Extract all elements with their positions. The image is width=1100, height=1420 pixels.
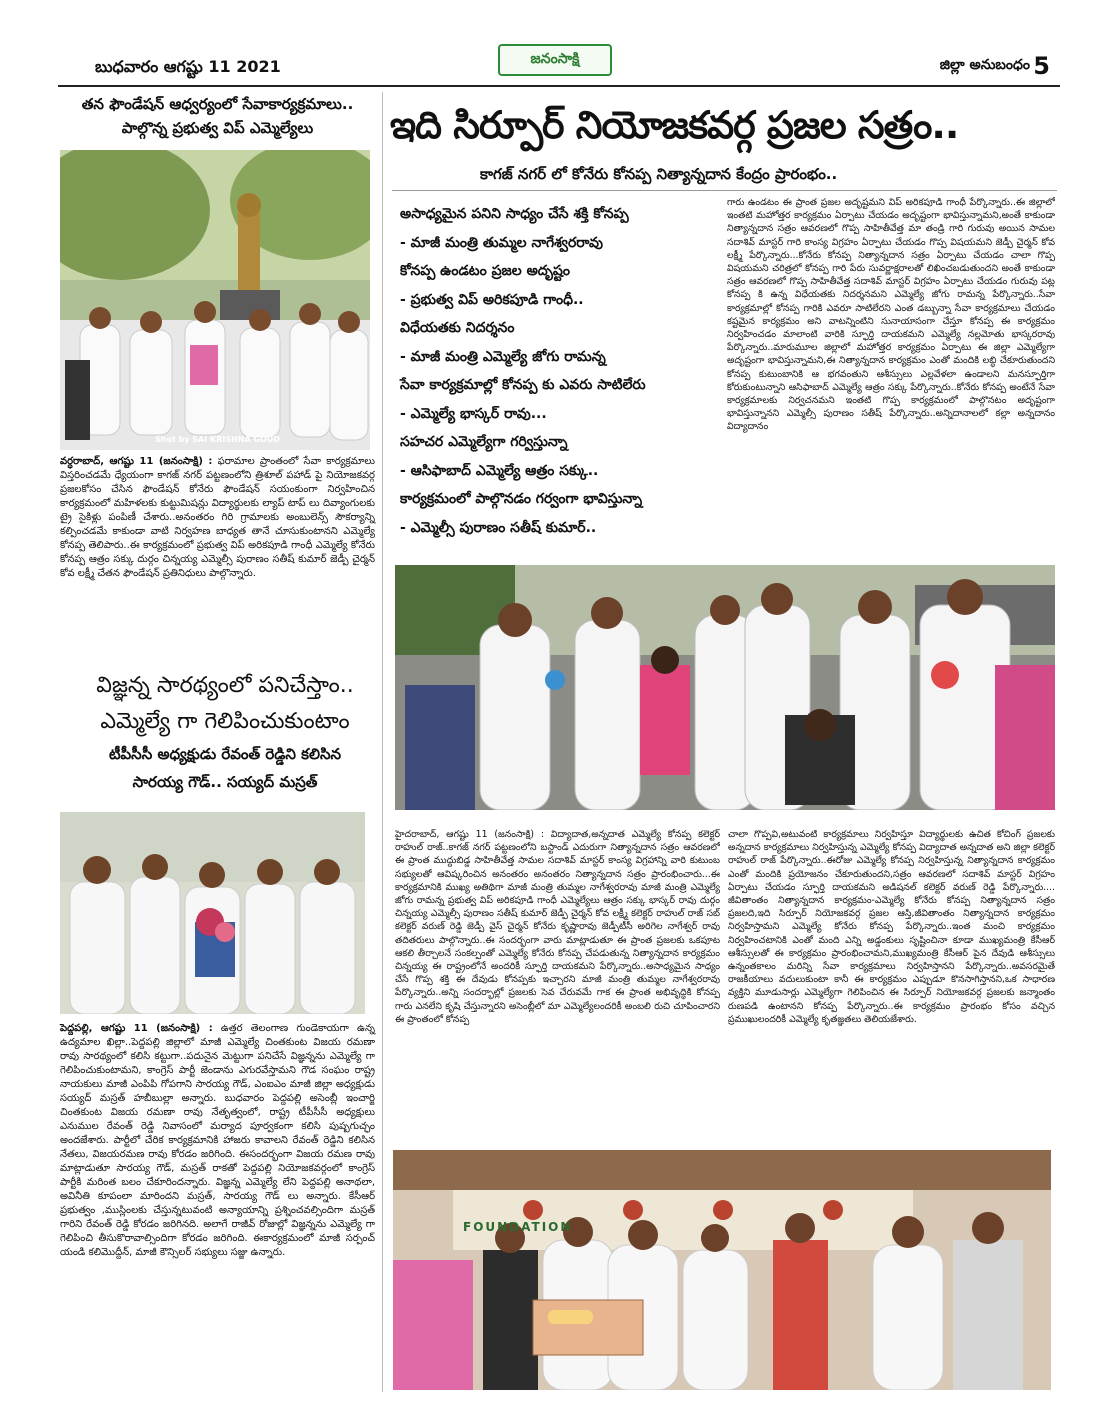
story2-photo bbox=[60, 812, 365, 1014]
column-divider bbox=[382, 92, 383, 1392]
story1-photo bbox=[60, 150, 370, 450]
main-story-column-middle-right: చాలా గొప్పవి,అటువంటి కార్యక్రమాలు నిర్వహిస్తూ విద్యార్థులకు ఉచిత కోచింగ్ ప్రజలకు అన్నదాన కార్యక్రమాలు నిర్వహిస్తున్న ఎమ్మెల్యే కోనప్ప విద్యాదాత అన్నదాత అని జిల్లా కలెక్టర్ రాహుల్ రాజ్ పేర్కొన్నారు..ఈరోజు ఎమ్మెల్యే కోనప్ప నిర్వహిస్తున్న నిత్యాన్నదాన కార్యక్రమం ఎంతో మందికి ప్రయోజనం చేకూరుతుందని,సత్రం ఆవరణలో సదాశివ్ మాస్టర్ విగ్రహం ఏర్పాటు చేయడం స్ఫూర్తి దాయకమని అడిషనల్ కలెక్టర్ వరుణ్ రెడ్డి పేర్కొన్నారు.... జీవితాంతం నిత్యాన్నదాన కార్యక్రమం-ఎమ్మెల్యే కోనేరు కోనప్ప నిత్యాన్నదాన సత్రం ప్రజలది,ఇది సిర్పూర్ నియోజకవర్గ ప్రజల ఆస్తి,జీవితాంతం నిత్యాన్నదాన కార్యక్రమం నిర్వహిస్తామని ఎమ్మెల్యే కోనేరు కోనప్ప పేర్కొన్నారు..ఇంత మంచి కార్యక్రమం నిర్వహించటానికి ఎంతో మంది ఎన్ని అడ్డంకులు సృష్టించినా కూడా ముఖ్యమంత్రి కేసీఆర్ ఆశీస్సులతో ఈ కార్యక్రమం ప్రారంభించామని,ముఖ్యమంత్రి కేసీఆర్ పైన దేవుడి ఆశీస్సులు ఉన్నంతకాలం మరిన్ని సేవా కార్యక్రమాలు నిర్వహిస్తానని పేర్కొన్నారు..అవసరమైతే రాజకీయాలు వదులుకుంటా కానీ ఈ కార్యక్రమం ఎప్పుడూ కొనసాగిస్తానని,ఒక సాధారణ వ్యక్తిని మూడుసార్లు ఎమ్మెల్యేగా గెలిపించిన ఈ సిర్పూర్ నియోజకవర్గ ప్రజలకు జన్మాంతం రుణపడి ఉంటానని కోనప్ప పేర్కొన్నారు..ఈ కార్యక్రమం ప్రారంభం కోసం వచ్చిన ప్రముఖులందరికీ ఎమ్మెల్యే కృతజ్ఞతలు తెలియజేశారు. bbox=[728, 829, 1055, 1025]
bullet-item: - ఆసిఫాబాద్ ఎమ్మెల్యే ఆత్రం సక్కు.. bbox=[400, 462, 599, 479]
header-rule bbox=[58, 85, 1060, 87]
quote-bullets bbox=[400, 200, 720, 542]
main-headline: ఇది సిర్పూర్ నియోజకవర్గ ప్రజల సత్రం.. bbox=[390, 103, 959, 147]
bullet-item: కోనప్ప ఉండటం ప్రజల అదృష్టం bbox=[400, 263, 570, 279]
masthead-logo: జనంసాక్షి bbox=[498, 44, 612, 76]
issue-date: బుధవారం ఆగష్టు 11 2021 bbox=[95, 57, 281, 76]
bullet-item: అసాధ్యమైన పనిని సాధ్యం చేసే శక్తి కోనప్ప bbox=[400, 206, 629, 222]
bullet-item: సహచర ఎమ్మెల్యేగా గర్విస్తున్నా bbox=[400, 434, 568, 450]
main-story-column-top: గారు ఉండటం ఈ ప్రాంత ప్రజల అదృష్టమని విప్ అరికపూడి గాంధీ పేర్కొన్నారు..ఈ జిల్లాలో ఇంతటి మహోత్తర కార్యక్రమం ఏర్పాటు చేయడం అదృష్టంగా భావిస్తున్నామని,అంతే కాకుండా నిత్యాన్నదాన సత్రం ఆవరణలో గొప్ప సాహితీవేత్త మా తండ్రి గారి గురువు అయిన సామల సదాశివ్ మాస్టర్ గారి కాంస్య విగ్రహం ఏర్పాటు చేయడం గొప్ప విషయమని జెడ్పీ చైర్మన్ కోవ లక్ష్మీ పేర్కొన్నారు...కోనేరు కోనప్ప నిత్యాన్నదాన సత్రం ఏర్పాటు చేయడం చాలా గొప్ప విషయమని చరిత్రలో కోనప్ప గారి పేరు సువర్ణాక్షరాలతో లిఖించబడుతుందని అంతే కాకుండా సత్రం ఆవరణలో గొప్ప సాహితీవేత్త సదాశివ్ మాస్టర్ విగ్రహం ఏర్పాటు చేయడం గురువు పట్ల కోనప్ప కి ఉన్న విధేయతకు నిదర్శనమని ఎమ్మెల్యే జోగు రామన్న పేర్కొన్నారు..సేవా కార్యక్రమాల్లో కోనప్ప గారికి ఎవరూ సాటిలేరని ఎంత డబ్బున్నా సేవా కార్యక్రమాలు చేయడం కష్టమైన కార్యక్రమం అని వాటన్నింటిని సునాయాసంగా చేస్తూ కోనప్ప ఈ కార్యక్రమం నిర్వహించడం మాలాంటి వారికి స్ఫూర్తి దాయకమని ఎమ్మెల్యే నల్లమోతు భాస్కరరావు పేర్కొన్నారు..మారుమూల జిల్లాలో మహోత్తర కార్యక్రమం ఏర్పాటు ఈ జిల్లా ఎమ్మెల్యేగా అదృష్టంగా భావిస్తున్నామని,ఈ నిత్యాన్నదాన కార్యక్రమం ఎంతో మందికి లబ్ధి చేకూరుతుందని కోనప్ప కుటుంబానికి ఆ భగవంతుని ఆశీస్సులు ఎల్లవేళలా ఉండాలని మనస్ఫూర్తిగా కోరుకుంటున్నాని ఆసిఫాబాద్ ఎమ్మెల్యే ఆత్రం సక్కు పేర్కొన్నారు..కోనేరు కోనప్ప అంటేనే సేవా కార్యక్రమాలకు నిర్వచనమని ఇంతటి గొప్ప కార్యక్రమంలో పాల్గొనటం అదృష్టంగా భావిస్తున్నానని ఎమ్మెల్సీ పురాణం సతీష్ పేర్కొన్నారు..అన్నిదానాలలో కల్లా అన్నదానం విద్యాదానం bbox=[727, 197, 1055, 433]
section-name: జిల్లా అనుబంధం bbox=[939, 57, 1030, 73]
bullet-item: కార్యక్రమంలో పాల్గొనడం గర్వంగా భావిస్తున్నా bbox=[400, 491, 643, 507]
story2-headline: విజ్ఞన్న సారథ్యంలో పనిచేస్తాం.. ఎమ్మెల్యే గా గెలిపించుకుంటాం టీపీసీసీ అధ్యక్షుడు రేవంత్ రెడ్డిని కలిసిన సారయ్య గౌడ్.. సయ్యద్ మస్రత్ bbox=[96, 673, 354, 791]
main-story-column-middle-left: హైదరాబాద్, ఆగష్టు 11 (జనంసాక్షి) : విద్యాదాత,అన్నదాత ఎమ్మెల్యే కోనప్ప కలెక్టర్ రాహుల్ రాజ్..కాగజ్ నగర్ పట్టణంలోని బస్టాండ్ ఎదురుగా నిత్యాన్నదాన సత్రం ఆవరణలో ఈ ప్రాంత ముద్దుబిడ్డ సాహితీవేత్త సామల సదాశివ్ మాస్టర్ కాంస్య విగ్రహాన్ని వారి కుటుంబ సభ్యులతో ఆవిష్కరించిన అనంతరం అనంతరం నిత్యాన్నదాన సత్రం ప్రారంభించారు...ఈ కార్యక్రమానికి ముఖ్య అతిథిగా మాజీ మంత్రి తుమ్మల నాగేశ్వరరావు మాజీ మంత్రి ఎమ్మెల్యే జోగు రామన్న ప్రభుత్వ విప్ అరికపూడి గాంధీ ఎమ్మెల్యేలు ఆత్రం సక్కు భాస్కర్ రావు దుర్గం చిన్నయ్య ఎమ్మెల్సీ పురాణం సతీష్ కుమార్ జెడ్పీ చైర్మన్ కోవ లక్ష్మీ కలెక్టర్ రాహుల్ రాజ్ సబ్ కలెక్టర్ వరుణ్ రెడ్డి జెడ్పీ వైస్ చైర్మన్ కోనేరు కృష్ణారావు జెడ్పీటీసీ అరిగెల నాగేశ్వర్ రావు తదితరులు పాల్గొన్నారు..ఈ సందర్భంగా వారు మాట్లాడుతూ ఈ ప్రాంత ప్రజలకు ఒకపూట ఆకలి తీర్చాలనే సంకల్పంతో ఎమ్మెల్యే కోనేరు కోనప్ప చేపడుతున్న నిత్యాన్నదాన కార్యక్రమం చిన్నయ్య ఈ రాష్ట్రంలోనే అందరికీ స్ఫూర్తి దాయకమని పేర్కొన్నారు..అసాధ్యమైన సాధ్యం చేసే గొప్ప శక్తి ఈ దేవుడు కోనప్పకు ఇచ్చారని మాజీ మంత్రి తుమ్మల నాగేశ్వరరావు పేర్కొన్నారు..అన్ని సందర్భాల్లో ప్రజలకు సెవ చేరువమే గాక ఈ ప్రాంత అభివృద్ధికి కోనప్ప గారు ఎనలేని కృషి చేస్తున్నారని అసెంబ్లీలో మా ఎమ్మెల్యేలందరికీ అంబలి రుచి చూపించారని ఈ ప్రాంతంలో కోనప్ప bbox=[395, 829, 720, 1025]
story2-dateline: పెద్దపల్లి, ఆగష్టు 11 (జనంసాక్షి) : bbox=[60, 1023, 213, 1034]
bullet-item: విధేయతకు నిదర్శనం bbox=[400, 320, 515, 336]
page-number: 5 bbox=[1033, 52, 1050, 80]
story1-text: ఫరామాల ప్రాంతంలో సేవా కార్యక్రమాలు విస్తరించడమే ధ్యేయంగా కాగజ్ నగర్ పట్టణంలోని త్రిశూల్ పహాడ్ పై నియోజకవర్గ ప్రజలకోసం చేసిన ఫౌండేషన్ కోనేరు ఫౌండేషన్ సయంకుంగా నిర్వహించిన కార్యక్రమంలో మహిళలకు కుట్టుమిషన్లు విద్యార్థులకు ల్యాప్ టాప్ లు దివ్యాంగులకు ట్రై సైకిళ్లు పంపిణీ చేశారు..అనంతరం గిరి గ్రామాలకు అంబులెన్స్ సౌకర్యాన్ని కల్పించడమే కాకుండా వాటి నిర్వహణ బాధ్యత తానే చూసుకుంటానని ఎమ్మెల్యే కోనప్ప తెలిపారు..ఈ కార్యక్రమంలో ప్రభుత్వ విప్ అరికపూడి గాంధీ ఎమ్మెల్యే కోనేరు కోనప్ప ఆత్రం సక్కు దుర్గం చిన్నయ్య ఎమ్మెల్సీ పురాణం సతీష్ కుమార్ జెడ్పీ చైర్మన్ కోవ లక్ష్మీ చేతన ఫౌండేషన్ ప్రతినిధులు పాల్గొన్నారు. bbox=[60, 456, 375, 579]
story2-text: ఉత్తర తెలంగాణ గుండెకాయగా ఉన్న ఉద్యమాల ఖిల్లా..పెద్దపల్లి జిల్లాలో మాజీ ఎమ్మెల్యే చింతకుంట విజయ రమణా రావు సారథ్యంలో కలిసి కట్టుగా..పదునైన మెట్టుగా పనిచేసే విజ్ఞన్నను ఎమ్మెల్యే గా గెలిపించుకుంటామని, కాంగ్రెస్ పార్టీ జెండాను ఎగురవేస్తామని గౌడ సంఘం రాష్ట్ర నాయకులు మాజీ ఎంపిపి గోపగాని సారయ్య గౌడ్, ఎంఐఎం మాజీ జిల్లా అధ్యక్షుడు సయ్యద్ మస్రత్ హబీబుల్లా అన్నారు. బుధవారం పెద్దపల్లి అసెంబ్లీ ఇంచార్జి చింతకుంట విజయ రమణా రావు నేతృత్వంలో, రాష్ట్ర టీపీసీసీ అధ్యక్షులు ఎనుముల రేవంత్ రెడ్డి నివాసంలో మర్యాద పూర్వకంగా కలిసి పుష్పగుచ్ఛం అందజేశారు. పార్టీలో చేరిక కార్యక్రమానికి హాజరు కావాలని రేవంత్ రెడ్డిని కలిసిన నేతలు, విజయరమణ రావు కోరడం జరిగింది. ఈసందర్భంగా విజయ రమణ రావు మాట్లాడుతూ సారయ్య గౌడ్, మస్రత్ రాకతో పెద్దపల్లి నియోజకవర్గంలో కాంగ్రెస్ పార్టీకి మరింత బలం చేకూరిందన్నారు. విజ్ఞన్న ఎమ్మెల్యే లేని పెద్దపల్లి అనాథలా, అవినీతి కూపంలా మారిందని మస్రత్, సారయ్య గౌడ్ లు అన్నారు. కేసీఆర్ ప్రభుత్వం ,ముస్లింలకు చేస్తున్నటువంటి అన్యాయాన్ని ప్రశ్నించవల్సిందిగా మస్రత్ గారిని రేవంత్ రెడ్డి కోరడం జరిగినది. అలాగే రాజీవ్ రోజుల్లో విజ్ఞన్నను ఎమ్మెల్యే గా గెలిపించి తీసుకొరావాల్సిందిగా కోరడం జరిగింది. ఈకార్యక్రమంలో మాజీ సర్పంచ్ యండి కలిమొద్దీన్, మాజీ కౌన్సిలర్ సభ్యులు సజ్జు ఉన్నారు. bbox=[60, 1023, 376, 1258]
bullet-item: - ఎమ్మెల్సీ పురాణం సతీష్ కుమార్.. bbox=[400, 519, 597, 536]
subheadline-rule bbox=[392, 190, 1057, 191]
bullet-item: - మాజీ మంత్రి తుమ్మల నాగేశ్వరరావు bbox=[400, 234, 603, 251]
story1-body bbox=[60, 455, 375, 581]
story1-headline: తన ఫౌండేషన్ ఆధ్వర్యంలో సేవాకార్యక్రమాలు.. పాల్గొన్న ప్రభుత్వ విప్ ఎమ్మెల్యేలు bbox=[81, 95, 354, 137]
main-subheadline: కాగజ్ నగర్ లో కోనేరు కోనప్ప నిత్యాన్నదాన కేంద్రం ప్రారంభం.. bbox=[480, 165, 838, 183]
main-photo-distribution bbox=[393, 1150, 1051, 1390]
bullet-item: - ఎమ్మెల్యే భాస్కర్ రావు... bbox=[400, 405, 547, 422]
bullet-item: - ప్రభుత్వ విప్ అరికపూడి గాంధీ.. bbox=[400, 291, 584, 308]
main-photo-group bbox=[395, 565, 1055, 810]
story1-dateline: వర్ధరాబాద్, ఆగష్టు 11 (జనంసాక్షి) : bbox=[60, 456, 213, 467]
bullet-item: సేవా కార్యక్రమాల్లో కోనప్ప కు ఎవరు సాటిలేరు bbox=[400, 377, 646, 393]
photo-credit: Shot by SAI KRISHNA GOUD bbox=[155, 435, 280, 444]
banner-text: FOUNDATION bbox=[463, 1220, 573, 1234]
bullet-item: - మాజీ మంత్రి ఎమ్మెల్యే జోగు రామన్న bbox=[400, 348, 606, 365]
story2-body bbox=[60, 1022, 375, 1260]
